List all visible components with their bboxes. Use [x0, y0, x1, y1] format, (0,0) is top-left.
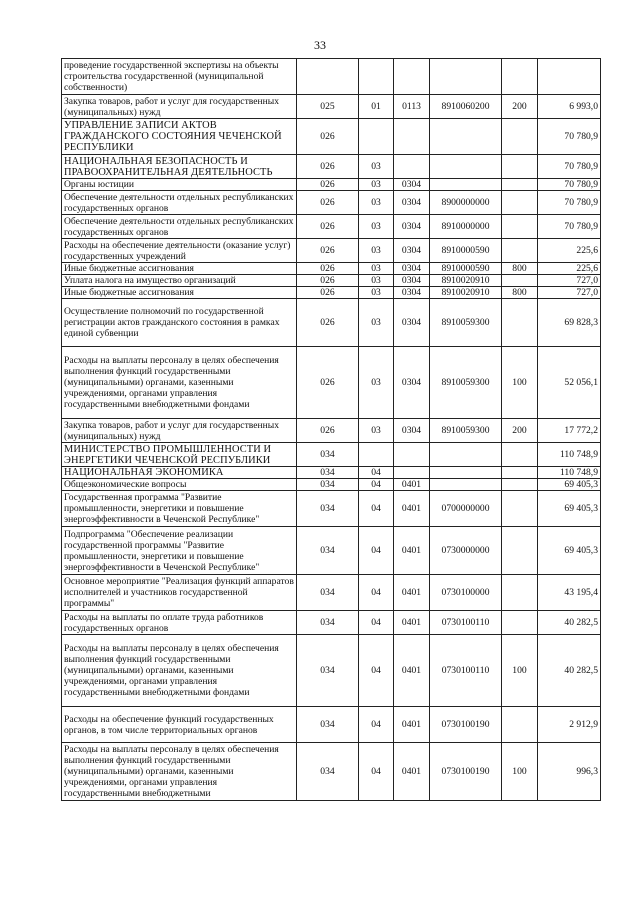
target-article-cell: 0730100110	[430, 611, 502, 635]
row-name-cell: Расходы на выплаты персоналу в целях обеспечения выполнения функций государственными (муниципальными) органами, казенными учреждениями, органами управления государственными внебюджетными фондами	[62, 347, 297, 419]
table-row	[62, 263, 601, 275]
table-row	[62, 287, 601, 299]
section-code-cell: 03	[359, 179, 394, 191]
table-body	[62, 59, 601, 801]
subsection-code-cell: 0304	[394, 347, 430, 419]
table-row	[62, 119, 601, 155]
target-article-cell	[430, 467, 502, 479]
section-code-cell: 04	[359, 707, 394, 743]
section-code-cell: 03	[359, 191, 394, 215]
row-name-cell: УПРАВЛЕНИЕ ЗАПИСИ АКТОВ ГРАЖДАНСКОГО СОСТОЯНИЯ ЧЕЧЕНСКОЙ РЕСПУБЛИКИ	[62, 119, 297, 155]
section-code-cell: 03	[359, 347, 394, 419]
target-article-cell: 8910020910	[430, 275, 502, 287]
target-article-cell: 0730000000	[430, 527, 502, 575]
target-article-cell: 8910000590	[430, 263, 502, 275]
section-code-cell: 04	[359, 479, 394, 491]
ved-code-cell: 026	[297, 347, 359, 419]
row-name-cell: Расходы на обеспечение функций государственных органов, в том числе территориальных органов	[62, 707, 297, 743]
amount-cell: 225,6	[538, 239, 601, 263]
expense-type-cell	[502, 59, 538, 95]
table-row	[62, 215, 601, 239]
target-article-cell: 8910059300	[430, 419, 502, 443]
row-name-cell: Осуществление полномочий по государственной регистрации актов гражданского состояния в рамках единой субвенции	[62, 299, 297, 347]
amount-cell: 225,6	[538, 263, 601, 275]
ved-code-cell: 026	[297, 299, 359, 347]
amount-cell: 727,0	[538, 275, 601, 287]
target-article-cell	[430, 443, 502, 467]
subsection-code-cell: 0304	[394, 263, 430, 275]
target-article-cell: 0730100190	[430, 707, 502, 743]
amount-cell: 17 772,2	[538, 419, 601, 443]
subsection-code-cell: 0113	[394, 95, 430, 119]
subsection-code-cell: 0304	[394, 419, 430, 443]
ved-code-cell: 034	[297, 479, 359, 491]
subsection-code-cell: 0304	[394, 239, 430, 263]
subsection-code-cell: 0401	[394, 479, 430, 491]
target-article-cell: 0700000000	[430, 491, 502, 527]
target-article-cell	[430, 155, 502, 179]
expense-type-cell	[502, 179, 538, 191]
target-article-cell: 8900000000	[430, 191, 502, 215]
subsection-code-cell: 0304	[394, 287, 430, 299]
subsection-code-cell: 0401	[394, 575, 430, 611]
row-name-cell: Закупка товаров, работ и услуг для государственных (муниципальных) нужд	[62, 419, 297, 443]
table-row	[62, 707, 601, 743]
target-article-cell	[430, 119, 502, 155]
amount-cell: 70 780,9	[538, 119, 601, 155]
target-article-cell: 8910059300	[430, 299, 502, 347]
section-code-cell: 03	[359, 275, 394, 287]
amount-cell: 996,3	[538, 743, 601, 801]
table-row	[62, 575, 601, 611]
table-row	[62, 347, 601, 419]
subsection-code-cell: 0304	[394, 215, 430, 239]
row-name-cell: Общеэкономические вопросы	[62, 479, 297, 491]
expense-type-cell: 100	[502, 347, 538, 419]
section-code-cell: 04	[359, 467, 394, 479]
amount-cell: 40 282,5	[538, 611, 601, 635]
expense-type-cell	[502, 155, 538, 179]
ved-code-cell: 034	[297, 635, 359, 707]
ved-code-cell: 034	[297, 443, 359, 467]
ved-code-cell	[297, 59, 359, 95]
expense-type-cell	[502, 443, 538, 467]
expense-type-cell	[502, 467, 538, 479]
section-code-cell: 03	[359, 263, 394, 275]
row-name-cell: Обеспечение деятельности отдельных республиканских государственных органов	[62, 215, 297, 239]
ved-code-cell: 026	[297, 155, 359, 179]
expense-type-cell: 200	[502, 419, 538, 443]
subsection-code-cell: 0304	[394, 275, 430, 287]
section-code-cell	[359, 119, 394, 155]
expense-type-cell	[502, 239, 538, 263]
subsection-code-cell: 0401	[394, 635, 430, 707]
target-article-cell	[430, 179, 502, 191]
expense-type-cell	[502, 707, 538, 743]
table-row	[62, 155, 601, 179]
table-row	[62, 239, 601, 263]
expense-type-cell: 100	[502, 635, 538, 707]
target-article-cell: 0730100190	[430, 743, 502, 801]
target-article-cell: 8910000590	[430, 239, 502, 263]
amount-cell: 40 282,5	[538, 635, 601, 707]
subsection-code-cell: 0401	[394, 491, 430, 527]
section-code-cell	[359, 443, 394, 467]
target-article-cell: 0730100110	[430, 635, 502, 707]
amount-cell: 727,0	[538, 287, 601, 299]
amount-cell: 43 195,4	[538, 575, 601, 611]
amount-cell: 70 780,9	[538, 215, 601, 239]
subsection-code-cell: 0401	[394, 743, 430, 801]
subsection-code-cell: 0401	[394, 707, 430, 743]
row-name-cell: Иные бюджетные ассигнования	[62, 287, 297, 299]
row-name-cell: Расходы на обеспечение деятельности (оказание услуг) государственных учреждений	[62, 239, 297, 263]
expense-type-cell	[502, 275, 538, 287]
row-name-cell: Расходы на выплаты персоналу в целях обеспечения выполнения функций государственными (муниципальными) органами, казенными учреждениями, органами управления государственными внебюджетными фондами	[62, 635, 297, 707]
row-name-cell: Подпрограмма "Обеспечение реализации государственной программы "Развитие промышленности, энергетики и повышение энергоэффективности в Чеченской Республике"	[62, 527, 297, 575]
target-article-cell: 8910059300	[430, 347, 502, 419]
section-code-cell: 04	[359, 491, 394, 527]
table-row	[62, 467, 601, 479]
section-code-cell	[359, 59, 394, 95]
table-row	[62, 527, 601, 575]
table-row	[62, 179, 601, 191]
amount-cell: 69 405,3	[538, 527, 601, 575]
table-row	[62, 95, 601, 119]
row-name-cell: Государственная программа "Развитие промышленности, энергетики и повышение энергоэффективности в Чеченской Республике"	[62, 491, 297, 527]
section-code-cell: 01	[359, 95, 394, 119]
row-name-cell: МИНИСТЕРСТВО ПРОМЫШЛЕННОСТИ И ЭНЕРГЕТИКИ ЧЕЧЕНСКОЙ РЕСПУБЛИКИ	[62, 443, 297, 467]
amount-cell: 69 405,3	[538, 479, 601, 491]
expense-type-cell	[502, 215, 538, 239]
subsection-code-cell	[394, 467, 430, 479]
ved-code-cell: 034	[297, 491, 359, 527]
ved-code-cell: 025	[297, 95, 359, 119]
section-code-cell: 03	[359, 299, 394, 347]
subsection-code-cell: 0304	[394, 299, 430, 347]
table-row	[62, 491, 601, 527]
section-code-cell: 04	[359, 743, 394, 801]
amount-cell: 70 780,9	[538, 179, 601, 191]
amount-cell: 52 056,1	[538, 347, 601, 419]
target-article-cell: 0730100000	[430, 575, 502, 611]
ved-code-cell: 034	[297, 707, 359, 743]
expense-type-cell	[502, 491, 538, 527]
amount-cell: 70 780,9	[538, 191, 601, 215]
amount-cell: 6 993,0	[538, 95, 601, 119]
table-row	[62, 299, 601, 347]
ved-code-cell: 034	[297, 743, 359, 801]
row-name-cell: Расходы на выплаты по оплате труда работников государственных органов	[62, 611, 297, 635]
section-code-cell: 04	[359, 635, 394, 707]
section-code-cell: 03	[359, 155, 394, 179]
expense-type-cell	[502, 191, 538, 215]
expense-type-cell: 800	[502, 287, 538, 299]
ved-code-cell: 026	[297, 275, 359, 287]
ved-code-cell: 034	[297, 527, 359, 575]
amount-cell: 69 828,3	[538, 299, 601, 347]
subsection-code-cell: 0401	[394, 527, 430, 575]
amount-cell: 2 912,9	[538, 707, 601, 743]
subsection-code-cell	[394, 443, 430, 467]
row-name-cell: Органы юстиции	[62, 179, 297, 191]
section-code-cell: 03	[359, 287, 394, 299]
subsection-code-cell: 0304	[394, 179, 430, 191]
amount-cell	[538, 59, 601, 95]
table-row	[62, 275, 601, 287]
ved-code-cell: 034	[297, 467, 359, 479]
expense-type-cell: 100	[502, 743, 538, 801]
target-article-cell: 8910060200	[430, 95, 502, 119]
ved-code-cell: 034	[297, 575, 359, 611]
expense-type-cell	[502, 299, 538, 347]
section-code-cell: 04	[359, 575, 394, 611]
table-row	[62, 191, 601, 215]
amount-cell: 69 405,3	[538, 491, 601, 527]
section-code-cell: 04	[359, 527, 394, 575]
ved-code-cell: 026	[297, 287, 359, 299]
table-row	[62, 635, 601, 707]
row-name-cell: Закупка товаров, работ и услуг для государственных (муниципальных) нужд	[62, 95, 297, 119]
subsection-code-cell	[394, 155, 430, 179]
amount-cell: 70 780,9	[538, 155, 601, 179]
target-article-cell	[430, 479, 502, 491]
ved-code-cell: 026	[297, 215, 359, 239]
budget-table	[61, 58, 601, 801]
amount-cell: 110 748,9	[538, 443, 601, 467]
expense-type-cell: 800	[502, 263, 538, 275]
row-name-cell: Расходы на выплаты персоналу в целях обеспечения выполнения функций государственными (муниципальными) органами, казенными учреждениями, органами управления государственными внебюджетными	[62, 743, 297, 801]
ved-code-cell: 026	[297, 263, 359, 275]
ved-code-cell: 026	[297, 419, 359, 443]
page-number: 33	[314, 38, 326, 52]
target-article-cell: 8910020910	[430, 287, 502, 299]
row-name-cell: Основное мероприятие "Реализация функций аппаратов исполнителей и участников государственной программы"	[62, 575, 297, 611]
table-row	[62, 419, 601, 443]
expense-type-cell	[502, 527, 538, 575]
subsection-code-cell: 0304	[394, 191, 430, 215]
table-row	[62, 443, 601, 467]
target-article-cell	[430, 59, 502, 95]
expense-type-cell	[502, 119, 538, 155]
target-article-cell: 8910000000	[430, 215, 502, 239]
expense-type-cell	[502, 575, 538, 611]
row-name-cell: НАЦИОНАЛЬНАЯ ЭКОНОМИКА	[62, 467, 297, 479]
expense-type-cell	[502, 479, 538, 491]
section-code-cell: 03	[359, 239, 394, 263]
row-name-cell: Уплата налога на имущество организаций	[62, 275, 297, 287]
table-row	[62, 479, 601, 491]
subsection-code-cell	[394, 119, 430, 155]
expense-type-cell	[502, 611, 538, 635]
row-name-cell: проведение государственной экспертизы на объекты строительства государственной (муниципальной собственности)	[62, 59, 297, 95]
expense-type-cell: 200	[502, 95, 538, 119]
row-name-cell: НАЦИОНАЛЬНАЯ БЕЗОПАСНОСТЬ И ПРАВООХРАНИТЕЛЬНАЯ ДЕЯТЕЛЬНОСТЬ	[62, 155, 297, 179]
subsection-code-cell: 0401	[394, 611, 430, 635]
ved-code-cell: 026	[297, 119, 359, 155]
ved-code-cell: 026	[297, 239, 359, 263]
ved-code-cell: 026	[297, 179, 359, 191]
row-name-cell: Иные бюджетные ассигнования	[62, 263, 297, 275]
section-code-cell: 03	[359, 419, 394, 443]
section-code-cell: 04	[359, 611, 394, 635]
row-name-cell: Обеспечение деятельности отдельных республиканских государственных органов	[62, 191, 297, 215]
table-row	[62, 743, 601, 801]
table-row	[62, 611, 601, 635]
ved-code-cell: 026	[297, 191, 359, 215]
subsection-code-cell	[394, 59, 430, 95]
amount-cell: 110 748,9	[538, 467, 601, 479]
table-row	[62, 59, 601, 95]
section-code-cell: 03	[359, 215, 394, 239]
ved-code-cell: 034	[297, 611, 359, 635]
